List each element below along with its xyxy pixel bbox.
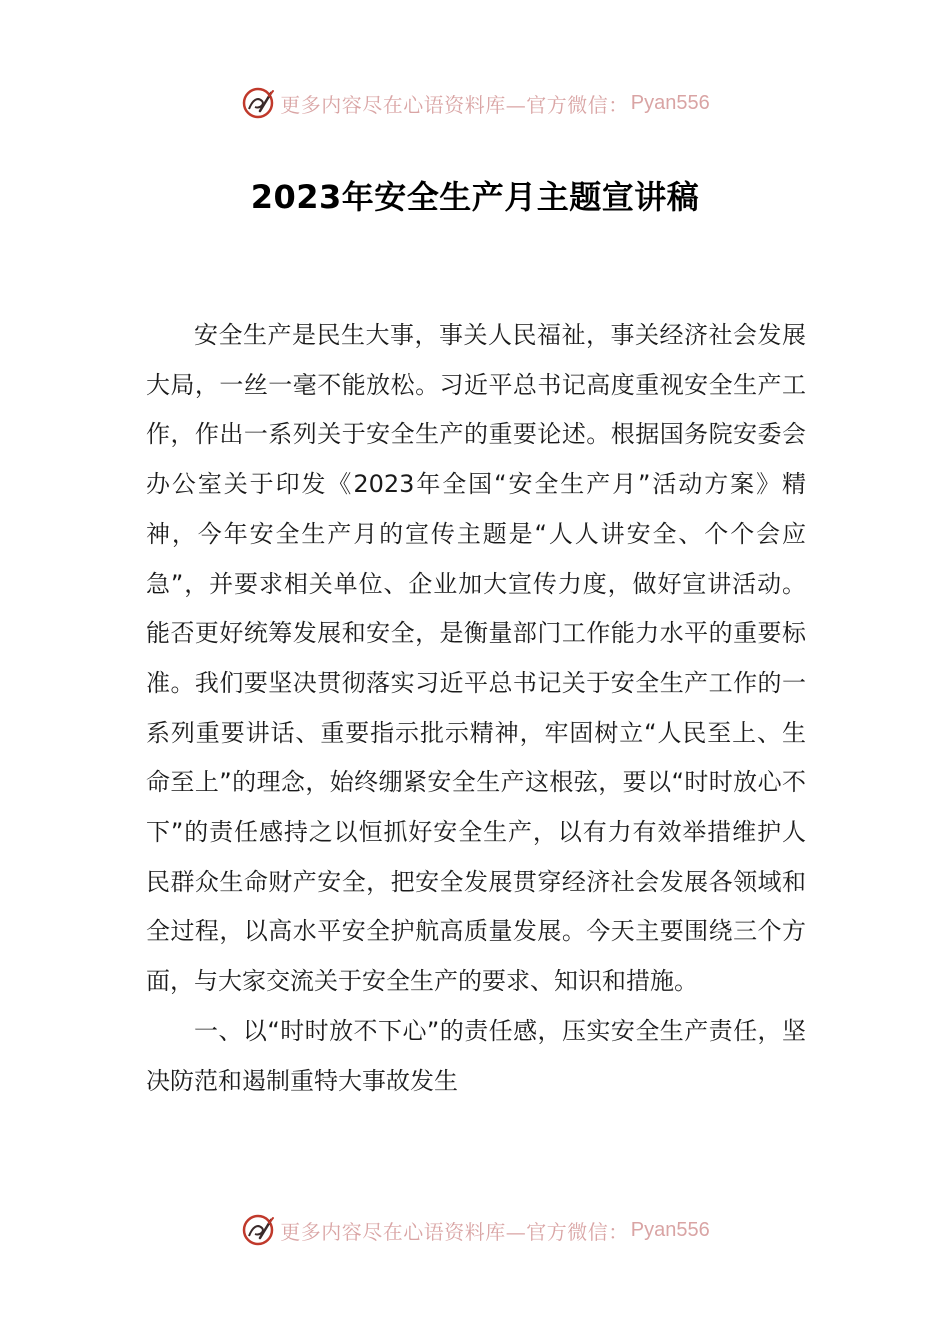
document-body [146,311,806,1106]
signature-pen-logo-icon [240,85,276,121]
signature-pen-logo-icon [240,1212,276,1248]
watermark-text: 更多内容尽在心语资料库—官方微信： [280,92,629,117]
document-title: 2023年安全生产月主题宣讲稿 [250,178,700,216]
watermark-text: 更多内容尽在心语资料库—官方微信： [280,1219,629,1244]
footer-watermark-banner [0,1210,950,1250]
header-watermark-banner [0,83,950,123]
wechat-id: Pyan556 [630,91,710,114]
paragraph-section-heading: 一、以“时时放不下心”的责任感，压实安全生产责任，坚决防范和遏制重特大事故发生 [146,1016,806,1095]
paragraph-intro: 安全生产是民生大事，事关人民福祉，事关经济社会发展大局，一丝一毫不能放松。习近平总书记高度重视安全生产工作，作出一系列关于安全生产的重要论述。根据国务院安委会办公室关于印发《2023年全国“安全生产月”活动方案》精神，今年安全生产月的宣传主题是“人人讲安全、个个会应急”，并要求相关单位、企业加大宣传力度，做好宣讲活动。能否更好统筹发展和安全，是衡量部门工作能力水平的重要标准。我们要坚决贯彻落实习近平总书记关于安全生产工作的一系列重要讲话、重要指示批示精神，牢固树立“人民至上、生命至上”的理念，始终绷紧安全生产这根弦，要以“时时放心不下”的责任感持之以恒抓好安全生产，以有力有效举措维护人民群众生命财产安全，把安全发展贯穿经济社会发展各领域和全过程，以高水平安全护航高质量发展。今天主要围绕三个方面，与大家交流关于安全生产的要求、知识和措施。 [146,321,806,996]
wechat-id: Pyan556 [630,1218,710,1241]
